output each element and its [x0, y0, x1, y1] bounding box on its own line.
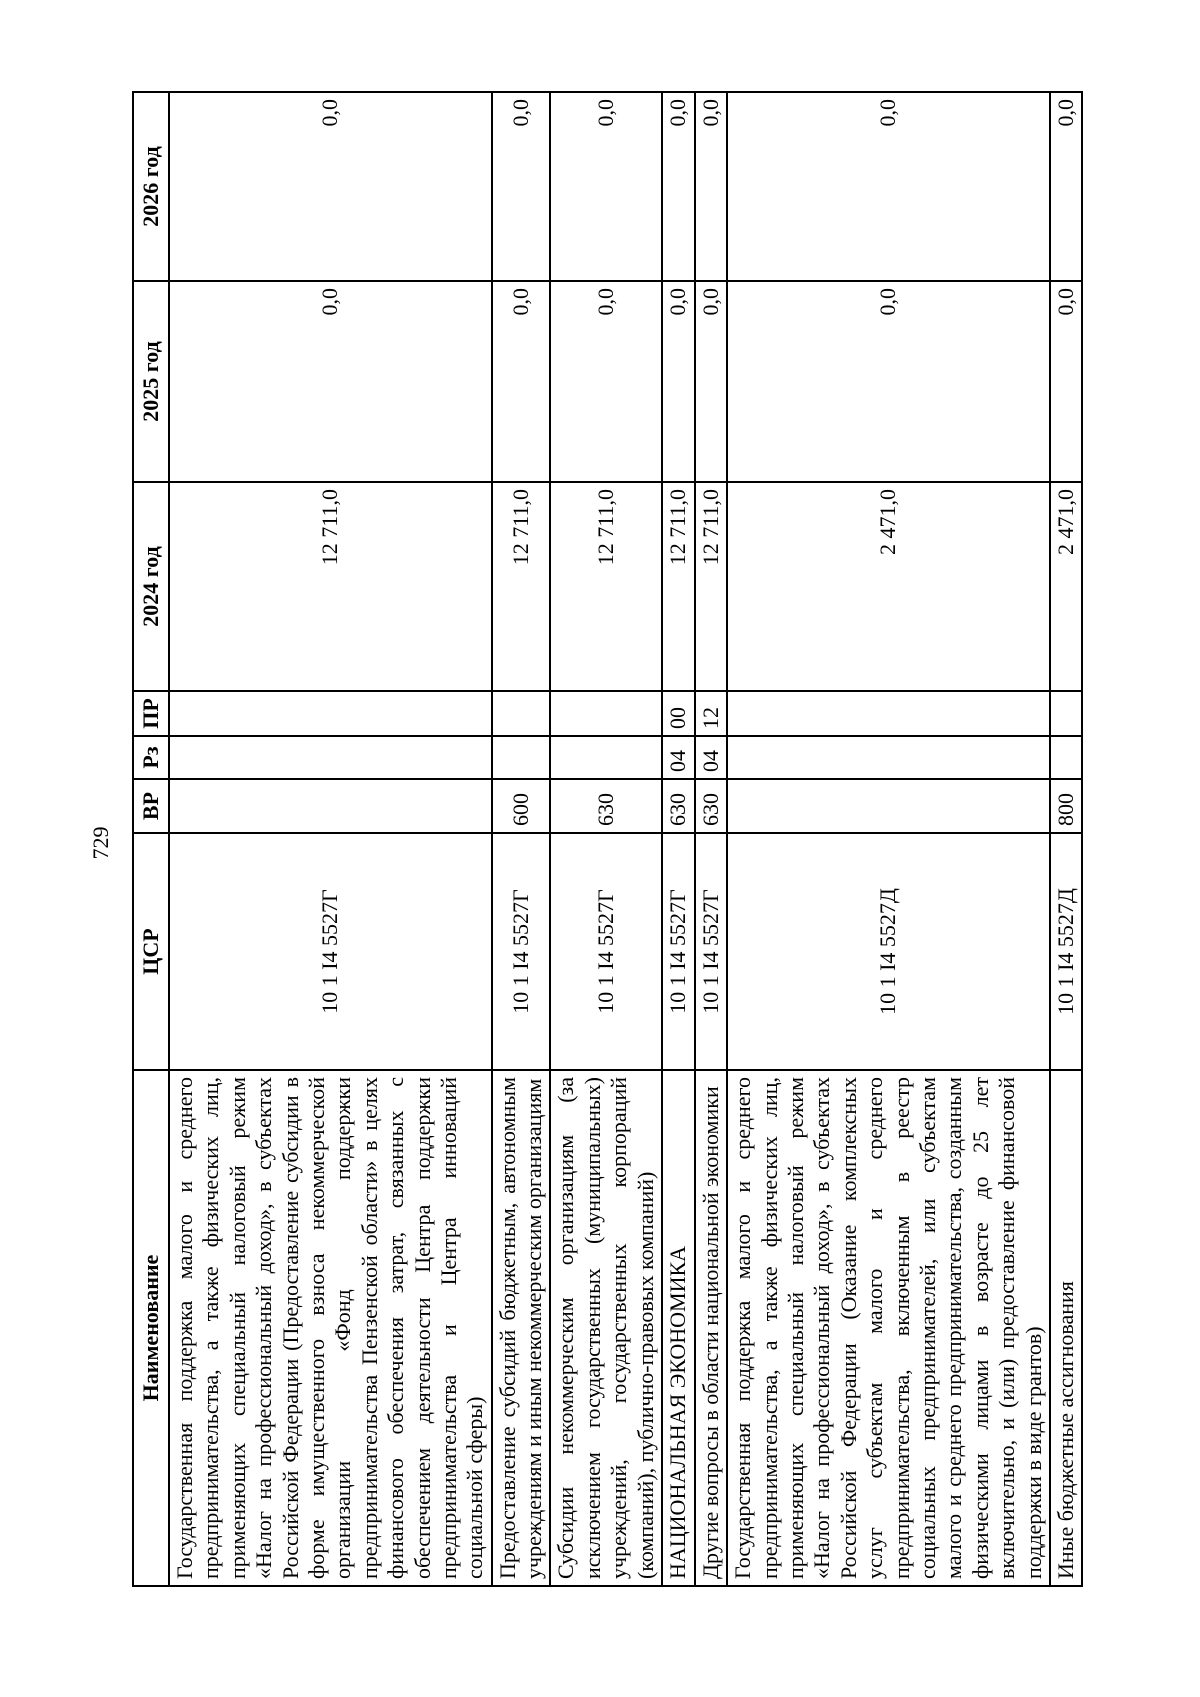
row-2024: 12 711,0 — [169, 482, 492, 691]
row-csr: 10 1 I4 5527Г — [169, 833, 492, 1070]
row-csr: 10 1 I4 5527Д — [727, 833, 1050, 1070]
row-2024: 12 711,0 — [492, 482, 551, 691]
row-2025: 0,0 — [662, 281, 694, 482]
row-2026: 0,0 — [550, 92, 662, 281]
row-2024: 12 711,0 — [662, 482, 694, 691]
row-name: Государственная поддержка малого и среднего предпринимательства, а также физических лиц, применяющих специальный налоговый режим «Налог на профессиональный доход», в субъектах Российской Федерации (Предоставление субсидии в форме имущественного взноса некоммерческой организации «Фонд поддержки предпринимательства Пензенской области» в целях финансового обеспечения затрат, связанных с обеспечением деятельности Центра поддержки предпринимательства и Центра инноваций социальной сферы) — [169, 1070, 492, 1586]
row-vr: 600 — [492, 779, 551, 833]
row-2025: 0,0 — [169, 281, 492, 482]
row-rz — [492, 736, 551, 779]
row-pr — [727, 691, 1050, 736]
row-csr: 10 1 I4 5527Г — [492, 833, 551, 1070]
row-2024: 2 471,0 — [727, 482, 1050, 691]
row-rz: 04 — [695, 736, 727, 779]
row-2026: 0,0 — [695, 92, 727, 281]
row-pr — [550, 691, 662, 736]
row-name: Государственная поддержка малого и среднего предпринимательства, а также физических лиц, применяющих специальный налоговый режим «Налог на профессиональный доход», в субъектах Российской Федерации (Оказание комплексных услуг субъектам малого и среднего предпринимательства, включенным в реестр социальных предпринимателей, или субъектам малого и среднего предпринимательства, созданным физическими лицами в возрасте до 25 лет включительно, и (или) предоставление финансовой поддержки в виде грантов) — [727, 1070, 1050, 1586]
table-row — [727, 92, 1050, 1586]
row-name: Иные бюджетные ассигнования — [1050, 1070, 1082, 1586]
header-2026: 2026 год — [133, 92, 169, 281]
header-name: Наименование — [133, 1070, 169, 1586]
table-row — [492, 92, 551, 1586]
row-name: Другие вопросы в области национальной экономики — [695, 1070, 727, 1586]
page-number: 729 — [88, 826, 113, 860]
row-2025: 0,0 — [492, 281, 551, 482]
row-2026: 0,0 — [169, 92, 492, 281]
row-csr: 10 1 I4 5527Г — [550, 833, 662, 1070]
row-vr: 630 — [695, 779, 727, 833]
row-rz — [550, 736, 662, 779]
row-rz — [169, 736, 492, 779]
row-vr: 630 — [550, 779, 662, 833]
row-2024: 12 711,0 — [550, 482, 662, 691]
row-vr: 630 — [662, 779, 694, 833]
header-pr: ПР — [133, 691, 169, 736]
row-csr: 10 1 I4 5527Г — [695, 833, 727, 1070]
table-row — [169, 92, 492, 1586]
row-name: НАЦИОНАЛЬНАЯ ЭКОНОМИКА — [662, 1070, 694, 1586]
row-name: Предоставление субсидий бюджетным, автономным учреждениям и иным некоммерческим организациям — [492, 1070, 551, 1586]
table-row — [1050, 92, 1082, 1586]
row-rz: 04 — [662, 736, 694, 779]
header-vr: ВР — [133, 779, 169, 833]
row-2025: 0,0 — [727, 281, 1050, 482]
row-rz — [1050, 736, 1082, 779]
row-vr — [727, 779, 1050, 833]
table-row — [662, 92, 694, 1586]
header-rz: Рз — [133, 736, 169, 779]
row-pr: 12 — [695, 691, 727, 736]
row-2024: 2 471,0 — [1050, 482, 1082, 691]
row-vr — [169, 779, 492, 833]
row-2025: 0,0 — [1050, 281, 1082, 482]
row-2025: 0,0 — [550, 281, 662, 482]
budget-table — [132, 91, 1083, 1587]
row-2026: 0,0 — [662, 92, 694, 281]
header-csr: ЦСР — [133, 833, 169, 1070]
row-pr — [492, 691, 551, 736]
row-2026: 0,0 — [492, 92, 551, 281]
header-2025: 2025 год — [133, 281, 169, 482]
row-2026: 0,0 — [727, 92, 1050, 281]
table-row — [695, 92, 727, 1586]
row-2024: 12 711,0 — [695, 482, 727, 691]
row-name: Субсидии некоммерческим организациям (за исключением государственных (муниципальных) учреждений, государственных корпораций (компаний), публично-правовых компаний) — [550, 1070, 662, 1586]
row-csr: 10 1 I4 5527Г — [662, 833, 694, 1070]
row-vr: 800 — [1050, 779, 1082, 833]
table-row — [550, 92, 662, 1586]
table-header-row — [133, 92, 169, 1586]
row-2026: 0,0 — [1050, 92, 1082, 281]
row-2025: 0,0 — [695, 281, 727, 482]
row-pr — [1050, 691, 1082, 736]
row-pr: 00 — [662, 691, 694, 736]
row-rz — [727, 736, 1050, 779]
row-pr — [169, 691, 492, 736]
row-csr: 10 1 I4 5527Д — [1050, 833, 1082, 1070]
header-2024: 2024 год — [133, 482, 169, 691]
rotated-table-container — [132, 93, 1078, 1587]
